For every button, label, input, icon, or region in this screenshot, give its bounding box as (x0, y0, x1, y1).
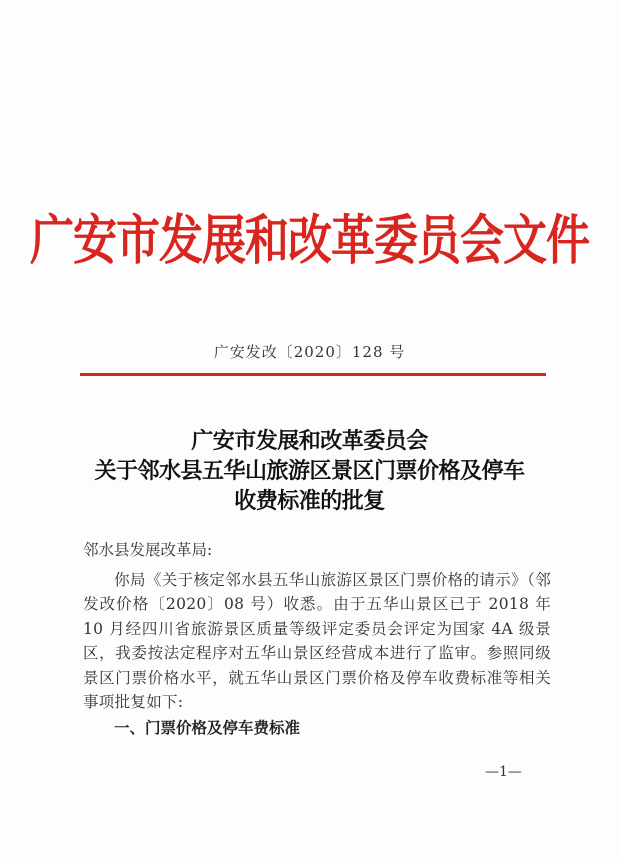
section-heading: 一、门票价格及停车费标准 (114, 719, 301, 737)
body-paragraph-block (83, 568, 551, 714)
salutation: 邻水县发展改革局: (83, 541, 213, 559)
title-line-2: 关于邻水县五华山旅游区景区门票价格及停车 (94, 458, 525, 484)
document-number: 广安发改〔2020〕128 号 (213, 343, 406, 361)
title-line-1: 广安市发展和改革委员会 (191, 428, 428, 454)
masthead-title: 广安市发展和改革委员会文件 (30, 209, 589, 273)
red-divider (80, 373, 546, 376)
title-line-3: 收费标准的批复 (234, 488, 385, 514)
body-paragraph: 你局《关于核定邻水县五华山旅游区景区门票价格的请示》（邻发改价格〔2020〕08 号）收悉。由于五华山景区已于 2018 年 10 月经四川省旅游景区质量等级评定委员会评定为国家 4A 级景区，我委按法定程序对五华山景区经营成本进行了监审。参照同级景区门票价格水平，就五华山景区门票价格及停车收费标准等相关事项批复如下: (83, 571, 551, 712)
page-number: —1— (485, 764, 522, 780)
document-title (0, 426, 619, 516)
